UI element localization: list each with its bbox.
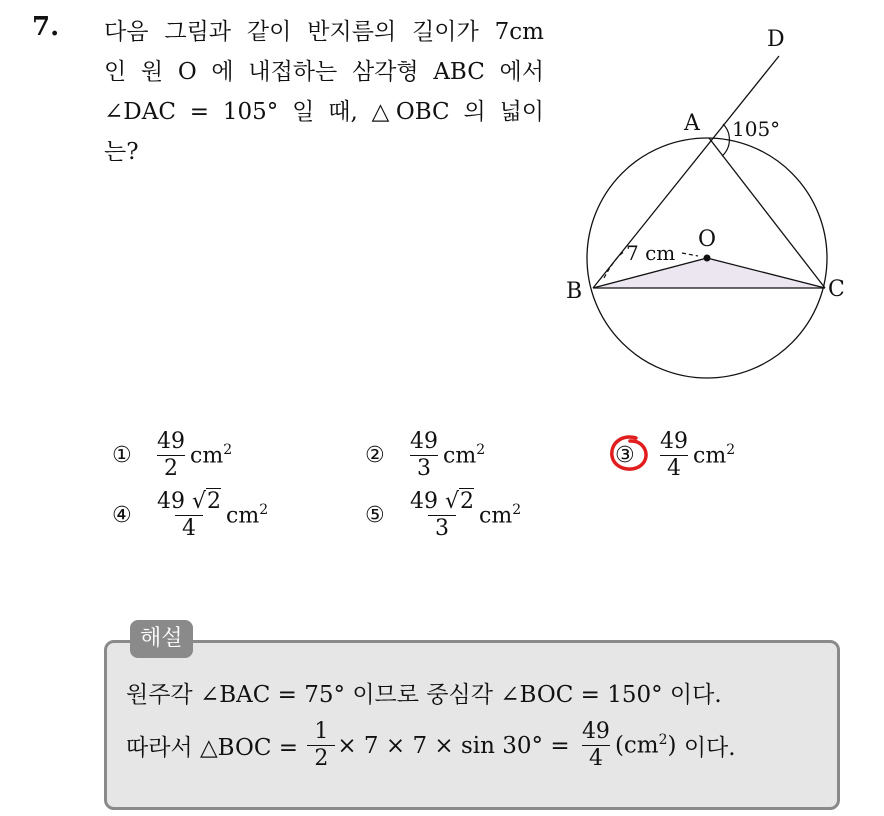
solution-line-1 <box>126 676 722 709</box>
numerator: 49 <box>157 429 185 454</box>
unit: $cm^2$ <box>190 442 233 469</box>
fraction <box>407 430 441 481</box>
center-point-o <box>704 255 711 262</box>
numerator: 1 <box>314 719 329 744</box>
solution-unit: $(cm^2)$ <box>614 732 677 759</box>
denominator: 3 <box>428 515 456 541</box>
label-c: C <box>828 277 845 302</box>
choice-4[interactable] <box>112 490 268 541</box>
figure-svg <box>560 20 860 390</box>
radius-dashed-arrow <box>604 252 624 278</box>
label-d: D <box>767 27 785 52</box>
numerator: 49 √2 <box>410 489 475 514</box>
solution-text: 따라서 △BOC = <box>126 735 306 761</box>
denominator: 4 <box>660 455 688 481</box>
denominator: 4 <box>582 745 610 771</box>
numerator: 49 <box>581 719 610 744</box>
question-line: 다음 그림과 같이 반지름의 길이가 7cm <box>104 19 544 45</box>
choice-2[interactable] <box>365 430 485 481</box>
choice-number: ③ <box>615 443 655 468</box>
unit: $cm^2$ <box>226 502 269 529</box>
choice-number: ② <box>365 443 385 468</box>
unit: $cm^2$ <box>443 442 486 469</box>
question-line: ∠DAC = 105° 일 때, △OBC 의 넓이 <box>104 99 544 125</box>
circle-figure <box>560 20 860 390</box>
choice-1[interactable] <box>112 430 232 481</box>
solution-text: 원주각 ∠BAC = 75° 이므로 중심각 ∠BOC = 150° 이다. <box>126 682 722 708</box>
question-number: 7. <box>32 12 60 42</box>
label-o: O <box>698 227 717 252</box>
question-line: 는? <box>104 139 139 165</box>
denominator: 4 <box>175 515 203 541</box>
radius-label: 7 cm <box>626 241 676 265</box>
solution-tag: 해설 <box>130 620 193 658</box>
choice-3[interactable] <box>615 430 735 481</box>
numerator: 49 <box>660 429 688 454</box>
choice-number: ④ <box>112 503 132 528</box>
unit: $cm^2$ <box>479 502 522 529</box>
angle-label: 105° <box>732 117 781 141</box>
denominator: 2 <box>157 455 185 481</box>
fraction <box>407 490 477 541</box>
fraction <box>657 430 691 481</box>
unit: $cm^2$ <box>693 442 736 469</box>
choice-5[interactable] <box>365 490 521 541</box>
choice-number: ① <box>112 443 132 468</box>
fraction-result <box>579 720 613 771</box>
choice-number: ⑤ <box>365 503 385 528</box>
fraction <box>154 490 224 541</box>
sqrt: √2 <box>445 489 475 514</box>
denominator: 2 <box>307 745 335 771</box>
solution-text: × 7 × 7 × sin 30° = <box>337 732 577 759</box>
solution-text: 이다. <box>676 735 736 761</box>
fraction-half <box>307 720 335 771</box>
denominator: 3 <box>410 455 438 481</box>
label-a: A <box>684 111 700 136</box>
fraction <box>154 430 188 481</box>
label-b: B <box>566 279 583 304</box>
sqrt: √2 <box>192 489 222 514</box>
solution-line-2 <box>126 720 736 771</box>
numerator: 49 √2 <box>157 489 222 514</box>
radius-arrow-right <box>682 253 698 256</box>
question-text <box>104 12 544 172</box>
numerator: 49 <box>410 429 438 454</box>
question-line: 인 원 O 에 내접하는 삼각형 ABC 에서 <box>104 59 544 85</box>
